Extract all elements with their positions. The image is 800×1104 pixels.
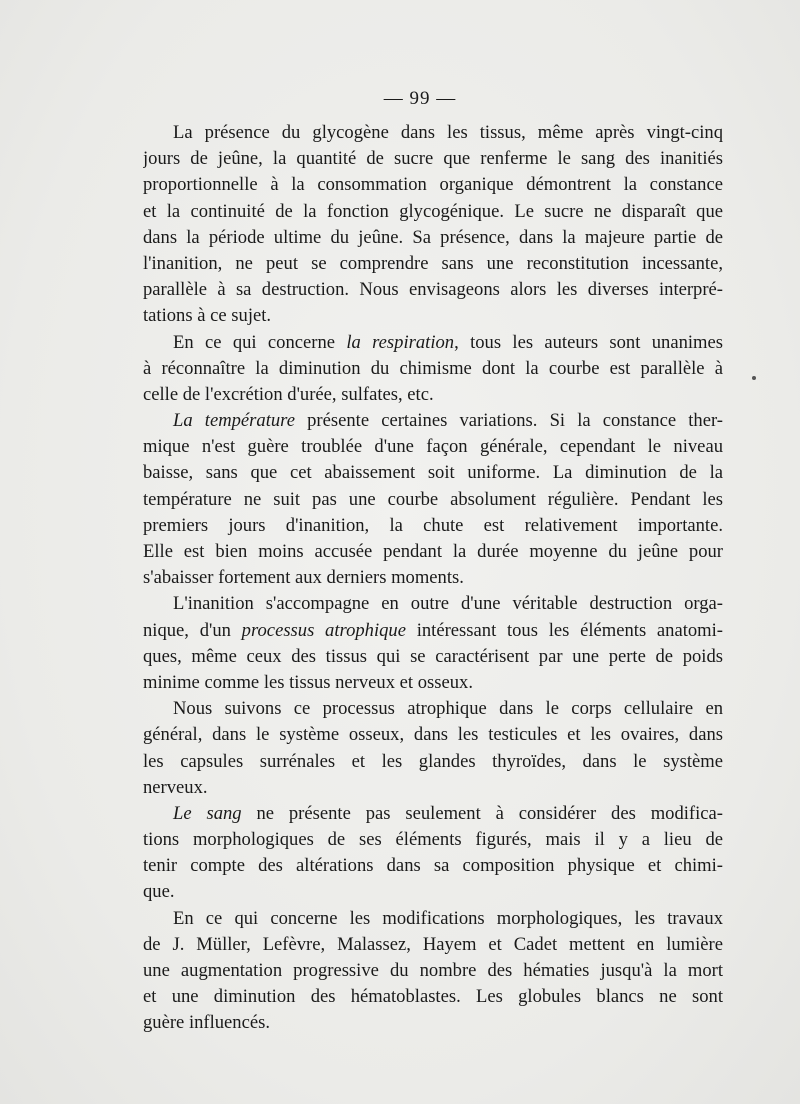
text-line: que. [143, 881, 175, 903]
text-line: tenir compte des altérations dans sa composition physique et chimi- [143, 855, 723, 877]
text-segment: ne présente pas seulement à considérer des modifica- [241, 802, 723, 824]
text-line: température ne suit pas une courbe absolument régulière. Pendant les [143, 488, 723, 510]
text-line: En ce qui concerne les modifications morphologiques, les travaux [173, 907, 723, 929]
text-line: les capsules surrénales et les glandes thyroïdes, dans le système [143, 750, 723, 772]
text-segment: présente certaines variations. Si la constance ther- [294, 410, 723, 432]
text-line: dans la période ultime du jeûne. Sa présence, dans la majeure partie de [143, 226, 723, 248]
text-line: ques, même ceux des tissus qui se caractérisent par une perte de poids [143, 645, 723, 667]
text-line: une augmentation progressive du nombre des hématies jusqu'à la mort [143, 960, 723, 981]
scan-speck [752, 376, 756, 380]
italic-term: La température [173, 410, 295, 432]
text-segment: intéressant tous les éléments anatomi- [405, 619, 723, 641]
text-line: Nous suivons ce processus atrophique dans le corps cellulaire en [173, 698, 723, 720]
text-line [143, 618, 723, 644]
text-segment: En ce qui concerne [173, 331, 347, 353]
italic-term: Le sang [173, 802, 242, 824]
text-line: général, dans le système osseux, dans les testicules et les ovaires, dans [143, 724, 723, 746]
text-line: tions morphologiques de ses éléments figurés, mais il y a lieu de [143, 829, 723, 851]
italic-term: processus atrophique [241, 619, 406, 641]
text-line: baisse, sans que cet abaissement soit uniforme. La diminution de la [143, 462, 723, 484]
text-line: tations à ce sujet. [143, 305, 272, 327]
text-line: s'abaisser fortement aux derniers moments. [143, 567, 464, 589]
page-number: — 99 — [383, 88, 457, 109]
text-line: La présence du glycogène dans les tissus, même après vingt-cinq [173, 122, 723, 143]
italic-term: la respiration [346, 331, 455, 353]
text-line: minime comme les tissus nerveux et osseux. [143, 671, 473, 693]
text-line: proportionnelle à la consommation organique démontrent la constance [143, 174, 723, 196]
text-line: celle de l'excrétion d'urée, sulfates, etc. [143, 383, 434, 405]
text-line [143, 801, 723, 827]
text-line: et une diminution des hématoblastes. Les globules blancs ne sont [143, 986, 723, 1008]
text-line: Elle est bien moins accusée pendant la durée moyenne du jeûne pour [143, 541, 723, 562]
text-line [143, 330, 723, 356]
text-line: à réconnaître la diminution du chimisme dont la courbe est parallèle à [143, 357, 723, 379]
text-line: l'inanition, ne peut se comprendre sans une reconstitution incessante, [143, 252, 723, 274]
text-segment: nique, d'un [143, 619, 242, 641]
text-line: guère influencés. [143, 1012, 270, 1034]
text-line: parallèle à sa destruction. Nous envisageons alors les diverses interpré- [143, 279, 723, 301]
text-line: de J. Müller, Lefèvre, Malassez, Hayem et Cadet mettent en lumière [143, 933, 723, 955]
text-line: nerveux. [143, 776, 208, 798]
text-line: premiers jours d'inanition, la chute est relativement importante. [143, 514, 723, 536]
text-segment: , tous les auteurs sont unanimes [454, 331, 723, 353]
text-line [143, 408, 723, 434]
text-line: mique n'est guère troublée d'une façon générale, cependant le niveau [143, 436, 723, 458]
text-line: L'inanition s'accompagne en outre d'une véritable destruction orga- [173, 593, 723, 615]
body-text [143, 120, 723, 1037]
text-line: et la continuité de la fonction glycogénique. Le sucre ne disparaît que [143, 200, 723, 222]
text-line: jours de jeûne, la quantité de sucre que renferme le sang des inanitiés [143, 148, 723, 170]
